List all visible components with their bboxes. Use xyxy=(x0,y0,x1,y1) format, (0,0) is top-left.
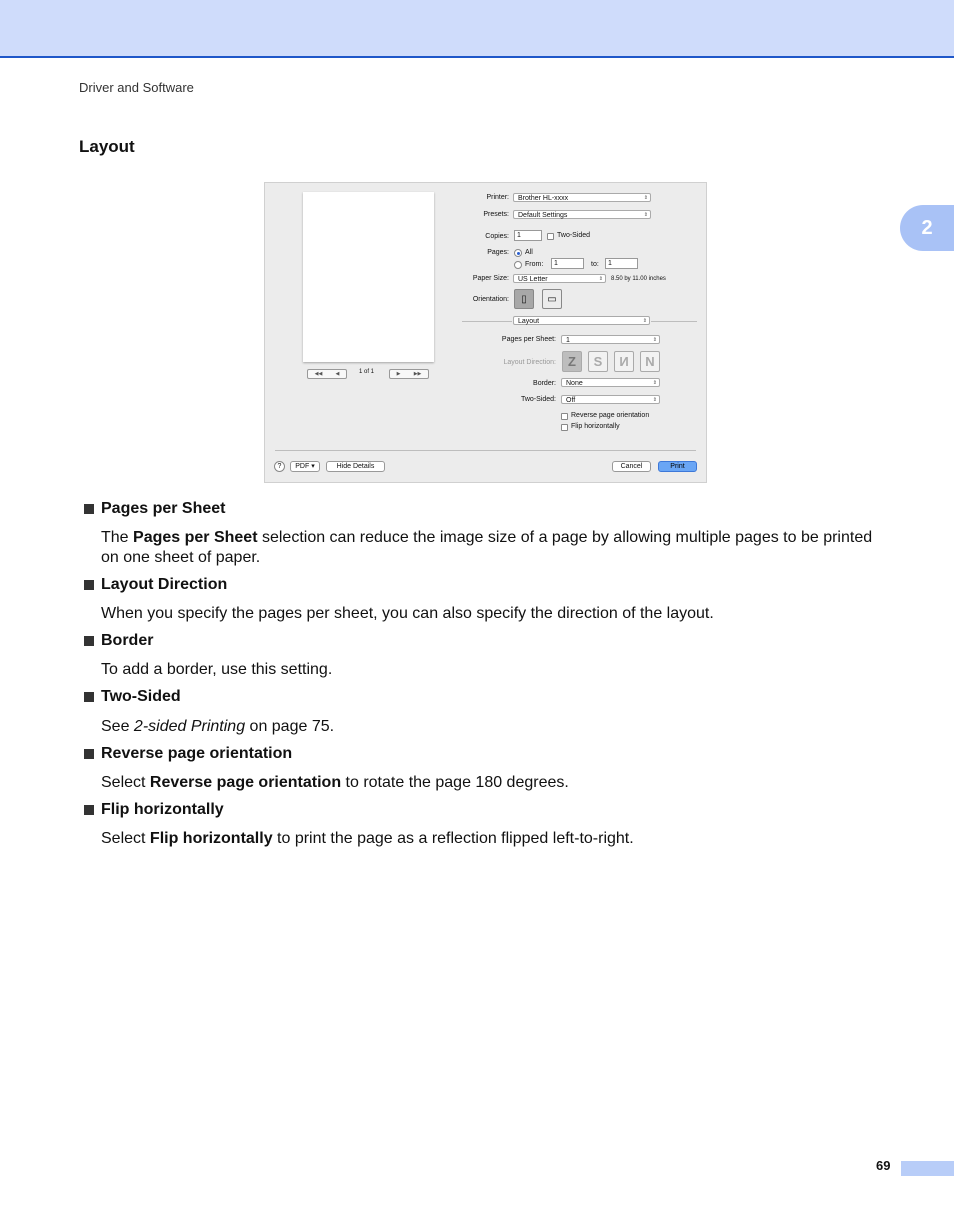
two-sided-text xyxy=(101,717,891,737)
pdf-button[interactable]: PDF ▾ xyxy=(290,461,320,472)
page-preview xyxy=(303,192,434,362)
text-run: See xyxy=(101,718,134,735)
two-sided-select[interactable] xyxy=(561,395,660,404)
direction-n-icon[interactable]: N xyxy=(640,351,660,372)
updown-icon: ⇕ xyxy=(642,318,647,324)
text-run: to rotate the page 180 degrees. xyxy=(341,774,569,791)
border-label: Border: xyxy=(533,380,556,387)
pages-label: Pages: xyxy=(487,249,509,256)
updown-icon: ⇕ xyxy=(643,195,648,201)
bullet-icon xyxy=(84,805,94,815)
flip-text xyxy=(101,829,891,849)
updown-icon: ⇕ xyxy=(643,212,648,218)
section-title: Layout xyxy=(79,137,135,156)
item-border xyxy=(84,632,153,650)
text-run: selection can reduce the image size of a page by allowing multiple pages to be printed on one sheet of paper. xyxy=(101,529,873,566)
item-pages-per-sheet xyxy=(84,500,226,518)
bottom-separator xyxy=(275,450,696,451)
item-flip-horizontally xyxy=(84,801,224,819)
pages-per-sheet-select[interactable] xyxy=(561,335,660,344)
bold-run: Flip horizontally xyxy=(149,830,273,847)
footer-bar xyxy=(901,1161,954,1176)
prev-page-buttons[interactable] xyxy=(307,369,347,379)
paper-size-value: US Letter xyxy=(518,276,548,283)
panel-value: Layout xyxy=(518,318,540,325)
next-page-icon: ▶ xyxy=(396,371,401,377)
pages-per-sheet-label: Pages per Sheet: xyxy=(501,336,556,343)
last-page-icon: ▶▶ xyxy=(413,371,422,377)
to-input[interactable]: 1 xyxy=(605,258,638,269)
border-text: To add a border, use this setting. xyxy=(101,661,333,678)
reverse-text xyxy=(101,773,891,793)
cross-reference-link[interactable]: 2-sided Printing xyxy=(133,718,246,735)
text-run: Select xyxy=(101,774,150,791)
bold-run: Pages per Sheet xyxy=(133,529,258,546)
text-run: Select xyxy=(101,830,150,847)
reverse-orientation-label: Reverse page orientation xyxy=(571,412,650,419)
copies-input[interactable]: 1 xyxy=(514,230,542,241)
paper-size-select[interactable] xyxy=(513,274,606,283)
presets-label: Presets: xyxy=(483,211,509,218)
border-value: None xyxy=(566,380,583,387)
two-sided-value: Off xyxy=(566,397,576,404)
orientation-label: Orientation: xyxy=(472,296,509,303)
landscape-icon[interactable]: ▭ xyxy=(542,289,562,309)
bullet-icon xyxy=(84,692,94,702)
pages-from-radio[interactable] xyxy=(514,261,522,269)
item-layout-direction xyxy=(84,576,227,594)
item-reverse-page-orientation xyxy=(84,745,292,763)
bullet-icon xyxy=(84,636,94,646)
item-title: Pages per Sheet xyxy=(101,500,226,517)
header-band xyxy=(0,0,954,58)
running-header: Driver and Software xyxy=(79,80,194,95)
item-title: Two-Sided xyxy=(101,688,181,705)
pages-all-radio[interactable] xyxy=(514,249,522,257)
layout-direction-text: When you specify the pages per sheet, you can also specify the direction of the layout. xyxy=(101,605,714,622)
updown-icon: ⇕ xyxy=(652,337,657,343)
updown-icon: ⇕ xyxy=(652,380,657,386)
bullet-icon xyxy=(84,580,94,590)
separator-left xyxy=(462,321,512,322)
copies-label: Copies: xyxy=(485,233,509,240)
item-title: Border xyxy=(101,632,154,649)
flip-horizontally-label: Flip horizontally xyxy=(571,423,620,430)
next-page-buttons[interactable] xyxy=(389,369,429,379)
item-title: Layout Direction xyxy=(101,576,228,593)
print-dialog-screenshot xyxy=(264,182,707,483)
layout-direction-label: Layout Direction: xyxy=(503,359,556,366)
presets-select[interactable] xyxy=(513,210,651,219)
text-run: to print the page as a reflection flipped left-to-right. xyxy=(272,830,634,847)
border-select[interactable] xyxy=(561,378,660,387)
portrait-icon[interactable]: ▯ xyxy=(514,289,534,309)
pages-all-label: All xyxy=(525,249,533,256)
text-run: on page 75. xyxy=(245,718,335,735)
help-icon[interactable]: ? xyxy=(274,461,285,472)
paper-size-label: Paper Size: xyxy=(472,275,509,282)
item-title: Flip horizontally xyxy=(101,801,224,818)
from-input[interactable]: 1 xyxy=(551,258,584,269)
item-two-sided xyxy=(84,688,181,706)
printer-value: Brother HL-xxxx xyxy=(518,195,569,202)
direction-n-reverse-icon[interactable]: И xyxy=(614,351,634,372)
text-run: The xyxy=(101,529,134,546)
updown-icon: ⇕ xyxy=(652,397,657,403)
paper-size-dims: 8.50 by 11.00 inches xyxy=(611,276,666,282)
chapter-tab: 2 xyxy=(900,205,954,251)
hide-details-button[interactable]: Hide Details xyxy=(326,461,385,472)
item-title: Reverse page orientation xyxy=(101,745,293,762)
bullet-icon xyxy=(84,749,94,759)
two-sided-check-label: Two-Sided xyxy=(557,232,591,239)
two-sided-checkbox[interactable] xyxy=(547,233,554,240)
reverse-orientation-checkbox[interactable] xyxy=(561,413,568,420)
updown-icon: ⇕ xyxy=(598,276,603,282)
pages-per-sheet-text xyxy=(101,528,891,568)
prev-page-icon: ◀ xyxy=(335,371,340,377)
first-page-icon: ◀◀ xyxy=(314,371,323,377)
page-count: 1 of 1 xyxy=(359,369,375,375)
direction-s-icon[interactable]: S xyxy=(588,351,608,372)
presets-value: Default Settings xyxy=(518,212,568,219)
page-number: 69 xyxy=(876,1158,891,1173)
two-sided-label: Two-Sided: xyxy=(520,396,556,403)
cancel-button[interactable]: Cancel xyxy=(612,461,651,472)
separator-right xyxy=(651,321,697,322)
pages-per-sheet-value: 1 xyxy=(566,337,570,344)
print-button[interactable]: Print xyxy=(658,461,697,472)
panel-select[interactable] xyxy=(513,316,650,325)
printer-label: Printer: xyxy=(486,194,509,201)
bullet-icon xyxy=(84,504,94,514)
bold-run: Reverse page orientation xyxy=(149,774,342,791)
pages-to-label: to: xyxy=(591,261,599,268)
pages-from-label: From: xyxy=(525,261,544,268)
flip-horizontally-checkbox[interactable] xyxy=(561,424,568,431)
printer-select[interactable] xyxy=(513,193,651,202)
direction-z-icon[interactable]: Z xyxy=(562,351,582,372)
